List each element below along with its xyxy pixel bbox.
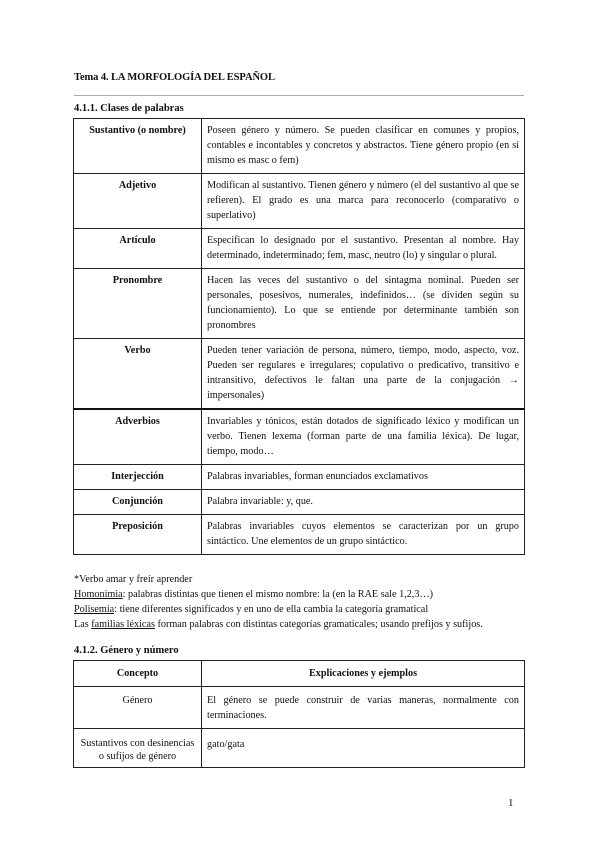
familias-text: forman palabras con distintas categorías gramaticales; usando prefijos y sufijos. (154, 619, 483, 630)
term-cell: Verbo (74, 339, 202, 410)
section-heading-genero: 4.1.2. Género y número (74, 645, 179, 656)
title-divider (74, 95, 524, 96)
term-cell: Pronombre (74, 269, 202, 339)
table-row (74, 729, 525, 768)
table-header-row (74, 661, 525, 687)
table-row (74, 119, 525, 174)
term-cell: Artículo (74, 229, 202, 269)
familias-prefix: Las (74, 619, 92, 630)
table-row (74, 465, 525, 490)
table-row (74, 174, 525, 229)
polisemia-note (74, 602, 483, 617)
familias-label: familias léxicas (91, 619, 155, 630)
desc-cell: Hacen las veces del sustantivo o del sintagma nominal. Pueden ser personales, posesivos, numerales, indefinidos… (se dividen según su funcionamiento). Lo que se entiende por determinante también son pronombres (202, 269, 525, 339)
desc-cell: Palabras invariables, forman enunciados exclamativos (202, 465, 525, 490)
table-row (74, 229, 525, 269)
genero-table (73, 660, 525, 768)
desc-cell: El género se puede construir de varias maneras, normalmente con terminaciones. (202, 687, 525, 729)
homonimia-text: : palabras distintas que tienen el mismo nombre: la (en la RAE sale 1,2,3…) (122, 589, 434, 600)
term-cell: Interjección (74, 465, 202, 490)
desc-cell: Palabras invariables cuyos elementos se caracterizan por un grupo sintáctico. Une elementos de un grupo sintáctico. (202, 515, 525, 555)
table-row (74, 687, 525, 729)
polisemia-label: Polisemia (74, 604, 115, 615)
term-cell: Conjunción (74, 490, 202, 515)
desc-cell: Poseen género y número. Se pueden clasificar en comunes y propios, contables e incontables y concretos y abstractos. Tiene género propio (en sí mismo es masc o fem) (202, 119, 525, 174)
table-row (74, 409, 525, 465)
desc-cell: Especifican lo designado por el sustantivo. Presentan al nombre. Hay determinado, indeterminado; fem, masc, neutro (lo) y singular o plural. (202, 229, 525, 269)
verbo-note: *Verbo amar y freír aprender (74, 574, 193, 585)
clases-table (73, 118, 525, 555)
table-row (74, 269, 525, 339)
table-row (74, 515, 525, 555)
page-title: Tema 4. LA MORFOLOGÍA DEL ESPAÑOL (74, 72, 275, 83)
homonimia-label: Homonimia (74, 589, 123, 600)
term-cell: Género (74, 687, 202, 729)
polisemia-text: : tiene diferentes significados y en uno de ella cambia la categoría gramatical (114, 604, 429, 615)
header-explicaciones: Explicaciones y ejemplos (202, 661, 525, 687)
section-heading-clases: 4.1.1. Clases de palabras (74, 103, 184, 114)
desc-cell: Invariables y tónicos, están dotados de significado léxico y modifican un verbo. Tienen lexema (forman parte de una familia léxica). De lugar, tiempo, modo… (202, 409, 525, 465)
term-cell: Preposición (74, 515, 202, 555)
page-number: 1 (508, 797, 514, 809)
notes-block (74, 572, 483, 632)
familias-note (74, 617, 483, 632)
desc-cell: gato/gata (202, 729, 525, 768)
term-cell: Sustantivos con desinencias o sufijos de género (74, 729, 202, 768)
homonimia-note (74, 587, 483, 602)
desc-cell: Palabra invariable: y, que. (202, 490, 525, 515)
term-cell: Sustantivo (o nombre) (74, 119, 202, 174)
term-cell: Adverbios (74, 409, 202, 465)
desc-cell: Pueden tener variación de persona, número, tiempo, modo, aspecto, voz. Pueden ser regulares e irregulares; copulativo o predicativo, transitivo e intransitivo, defectivos le faltan una parte de la conjugación → impersonales) (202, 339, 525, 410)
table-row (74, 339, 525, 410)
desc-cell: Modifican al sustantivo. Tienen género y número (el del sustantivo al que se refieren). El grado es una marca para reconocerlo (comparativo o superlativo) (202, 174, 525, 229)
term-cell: Adjetivo (74, 174, 202, 229)
table-row (74, 490, 525, 515)
header-concepto: Concepto (74, 661, 202, 687)
